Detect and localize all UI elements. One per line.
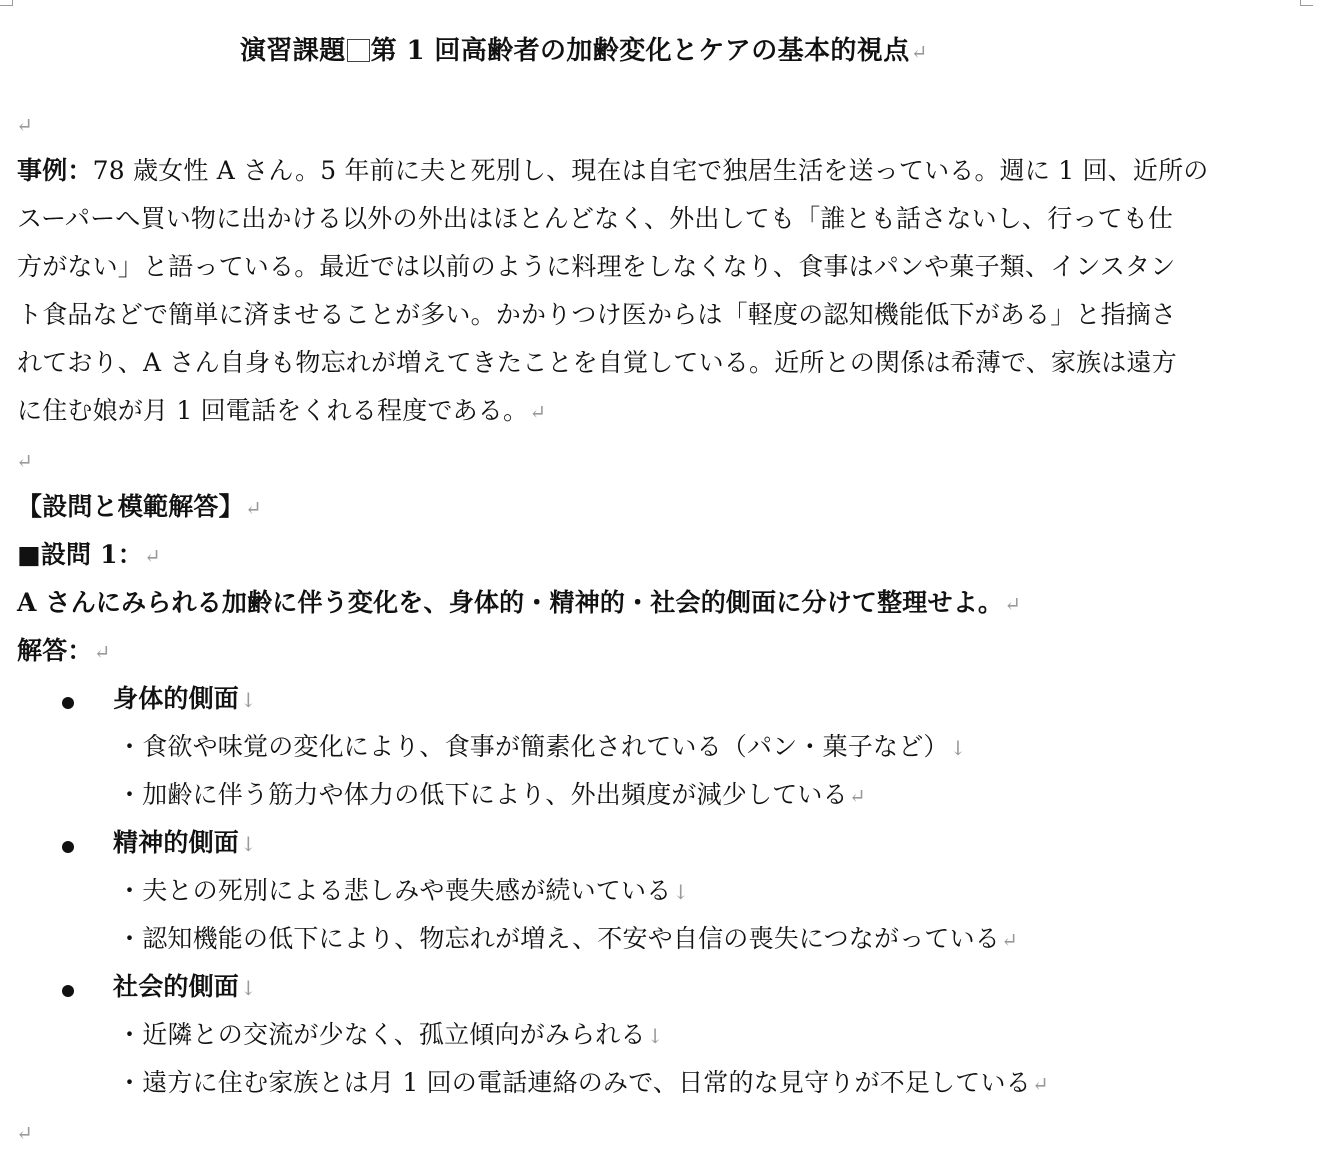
box-glyph-icon — [347, 39, 370, 62]
bullet-icon — [62, 841, 74, 853]
aspect-heading-text: 精神的側面 — [113, 828, 240, 857]
aspect-item-text: ・認知機能の低下により、物忘れが増え、不安や自信の喪失につながっている — [117, 924, 1001, 953]
aspect-item-text: ・加齢に伴う筋力や体力の低下により、外出頻度が減少している — [117, 780, 848, 809]
paragraph-mark-icon: ↵ — [1004, 592, 1022, 616]
line-break-mark-icon: ↓ — [646, 1024, 664, 1048]
case-label: 事例： — [17, 156, 93, 185]
aspect-item — [117, 1066, 1049, 1101]
case-text: スーパーへ買い物に出かける以外の外出はほとんどなく、外出しても「誰とも話さないし、行っても仕 — [17, 204, 1174, 233]
paragraph-mark-icon: ↵ — [16, 449, 33, 473]
paragraph-mark-icon: ↵ — [16, 1121, 33, 1145]
paragraph-mark-icon: ↵ — [244, 496, 262, 520]
case-line-3 — [17, 250, 1300, 284]
bullet-icon — [62, 985, 74, 997]
page-corner-mark-left — [0, 0, 13, 6]
line-break-mark-icon: ↓ — [240, 976, 257, 1000]
aspect-item — [117, 778, 866, 813]
section-heading — [17, 490, 262, 525]
case-line-6 — [17, 394, 1300, 429]
line-break-mark-icon: ↓ — [240, 832, 257, 856]
aspect-heading-mental — [113, 826, 257, 861]
paragraph-mark-icon: ↵ — [93, 640, 111, 664]
question-label-text: ■設問 1： — [17, 540, 143, 569]
aspect-item — [117, 874, 689, 909]
paragraph-mark-icon: ↵ — [910, 40, 928, 64]
aspect-item — [117, 922, 1018, 957]
case-text: に住む娘が月 1 回電話をくれる程度である。 — [17, 396, 529, 425]
answer-label — [17, 634, 111, 669]
title-prefix: 演習課題 — [240, 36, 346, 66]
aspect-heading-text: 社会的側面 — [113, 972, 240, 1001]
section-heading-text: 【設問と模範解答】 — [17, 492, 244, 521]
aspect-item — [117, 1018, 664, 1053]
bullet-icon — [62, 697, 74, 709]
case-text: ト食品などで簡単に済ませることが多い。かかりつけ医からは「軽度の認知機能低下がある」と指摘さ — [17, 300, 1177, 329]
question-label — [17, 538, 161, 573]
aspect-item-text: ・遠方に住む家族とは月 1 回の電話連絡のみで、日常的な見守りが不足している — [117, 1068, 1031, 1097]
aspect-item-text: ・近隣との交流が少なく、孤立傾向がみられる — [117, 1020, 646, 1049]
case-line-2 — [17, 202, 1300, 236]
aspect-item-text: ・夫との死別による悲しみや喪失感が続いている — [117, 876, 672, 905]
aspect-item — [117, 730, 967, 765]
aspect-heading-text: 身体的側面 — [113, 684, 240, 713]
line-break-mark-icon: ↓ — [672, 880, 690, 904]
question-text — [17, 586, 1021, 621]
aspect-item-text: ・食欲や味覚の変化により、食事が簡素化されている（パン・菓子など） — [117, 732, 949, 761]
case-line-1 — [17, 154, 1300, 188]
title-main: 第 1 回高齢者の加齢変化とケアの基本的視点 — [370, 36, 910, 66]
aspect-heading-physical — [113, 682, 257, 717]
case-text: れており、A さん自身も物忘れが増えてきたことを自覚している。近所との関係は希薄で、家族は遠方 — [17, 348, 1177, 377]
paragraph-mark-icon: ↵ — [1001, 928, 1018, 952]
answer-label-text: 解答： — [17, 636, 93, 665]
question-body: A さんにみられる加齢に伴う変化を、身体的・精神的・社会的側面に分けて整理せよ。 — [17, 588, 1004, 617]
case-line-5 — [17, 346, 1300, 380]
aspect-heading-social — [113, 970, 257, 1005]
paragraph-mark-icon: ↵ — [848, 784, 866, 808]
line-break-mark-icon: ↓ — [949, 736, 967, 760]
case-line-4 — [17, 298, 1300, 332]
line-break-mark-icon: ↓ — [240, 688, 257, 712]
case-text: 78 歳女性 A さん。5 年前に夫と死別し、現在は自宅で独居生活を送っている。週に 1 回、近所の — [92, 156, 1209, 185]
case-text: 方がない」と語っている。最近では以前のように料理をしなくなり、食事はパンや菓子類、インスタン — [17, 252, 1176, 281]
paragraph-mark-icon: ↵ — [143, 544, 161, 568]
document-title — [240, 34, 928, 69]
paragraph-mark-icon: ↵ — [16, 113, 33, 137]
page-corner-mark-right — [1300, 0, 1313, 6]
paragraph-mark-icon: ↵ — [1031, 1072, 1049, 1096]
paragraph-mark-icon: ↵ — [529, 400, 547, 424]
